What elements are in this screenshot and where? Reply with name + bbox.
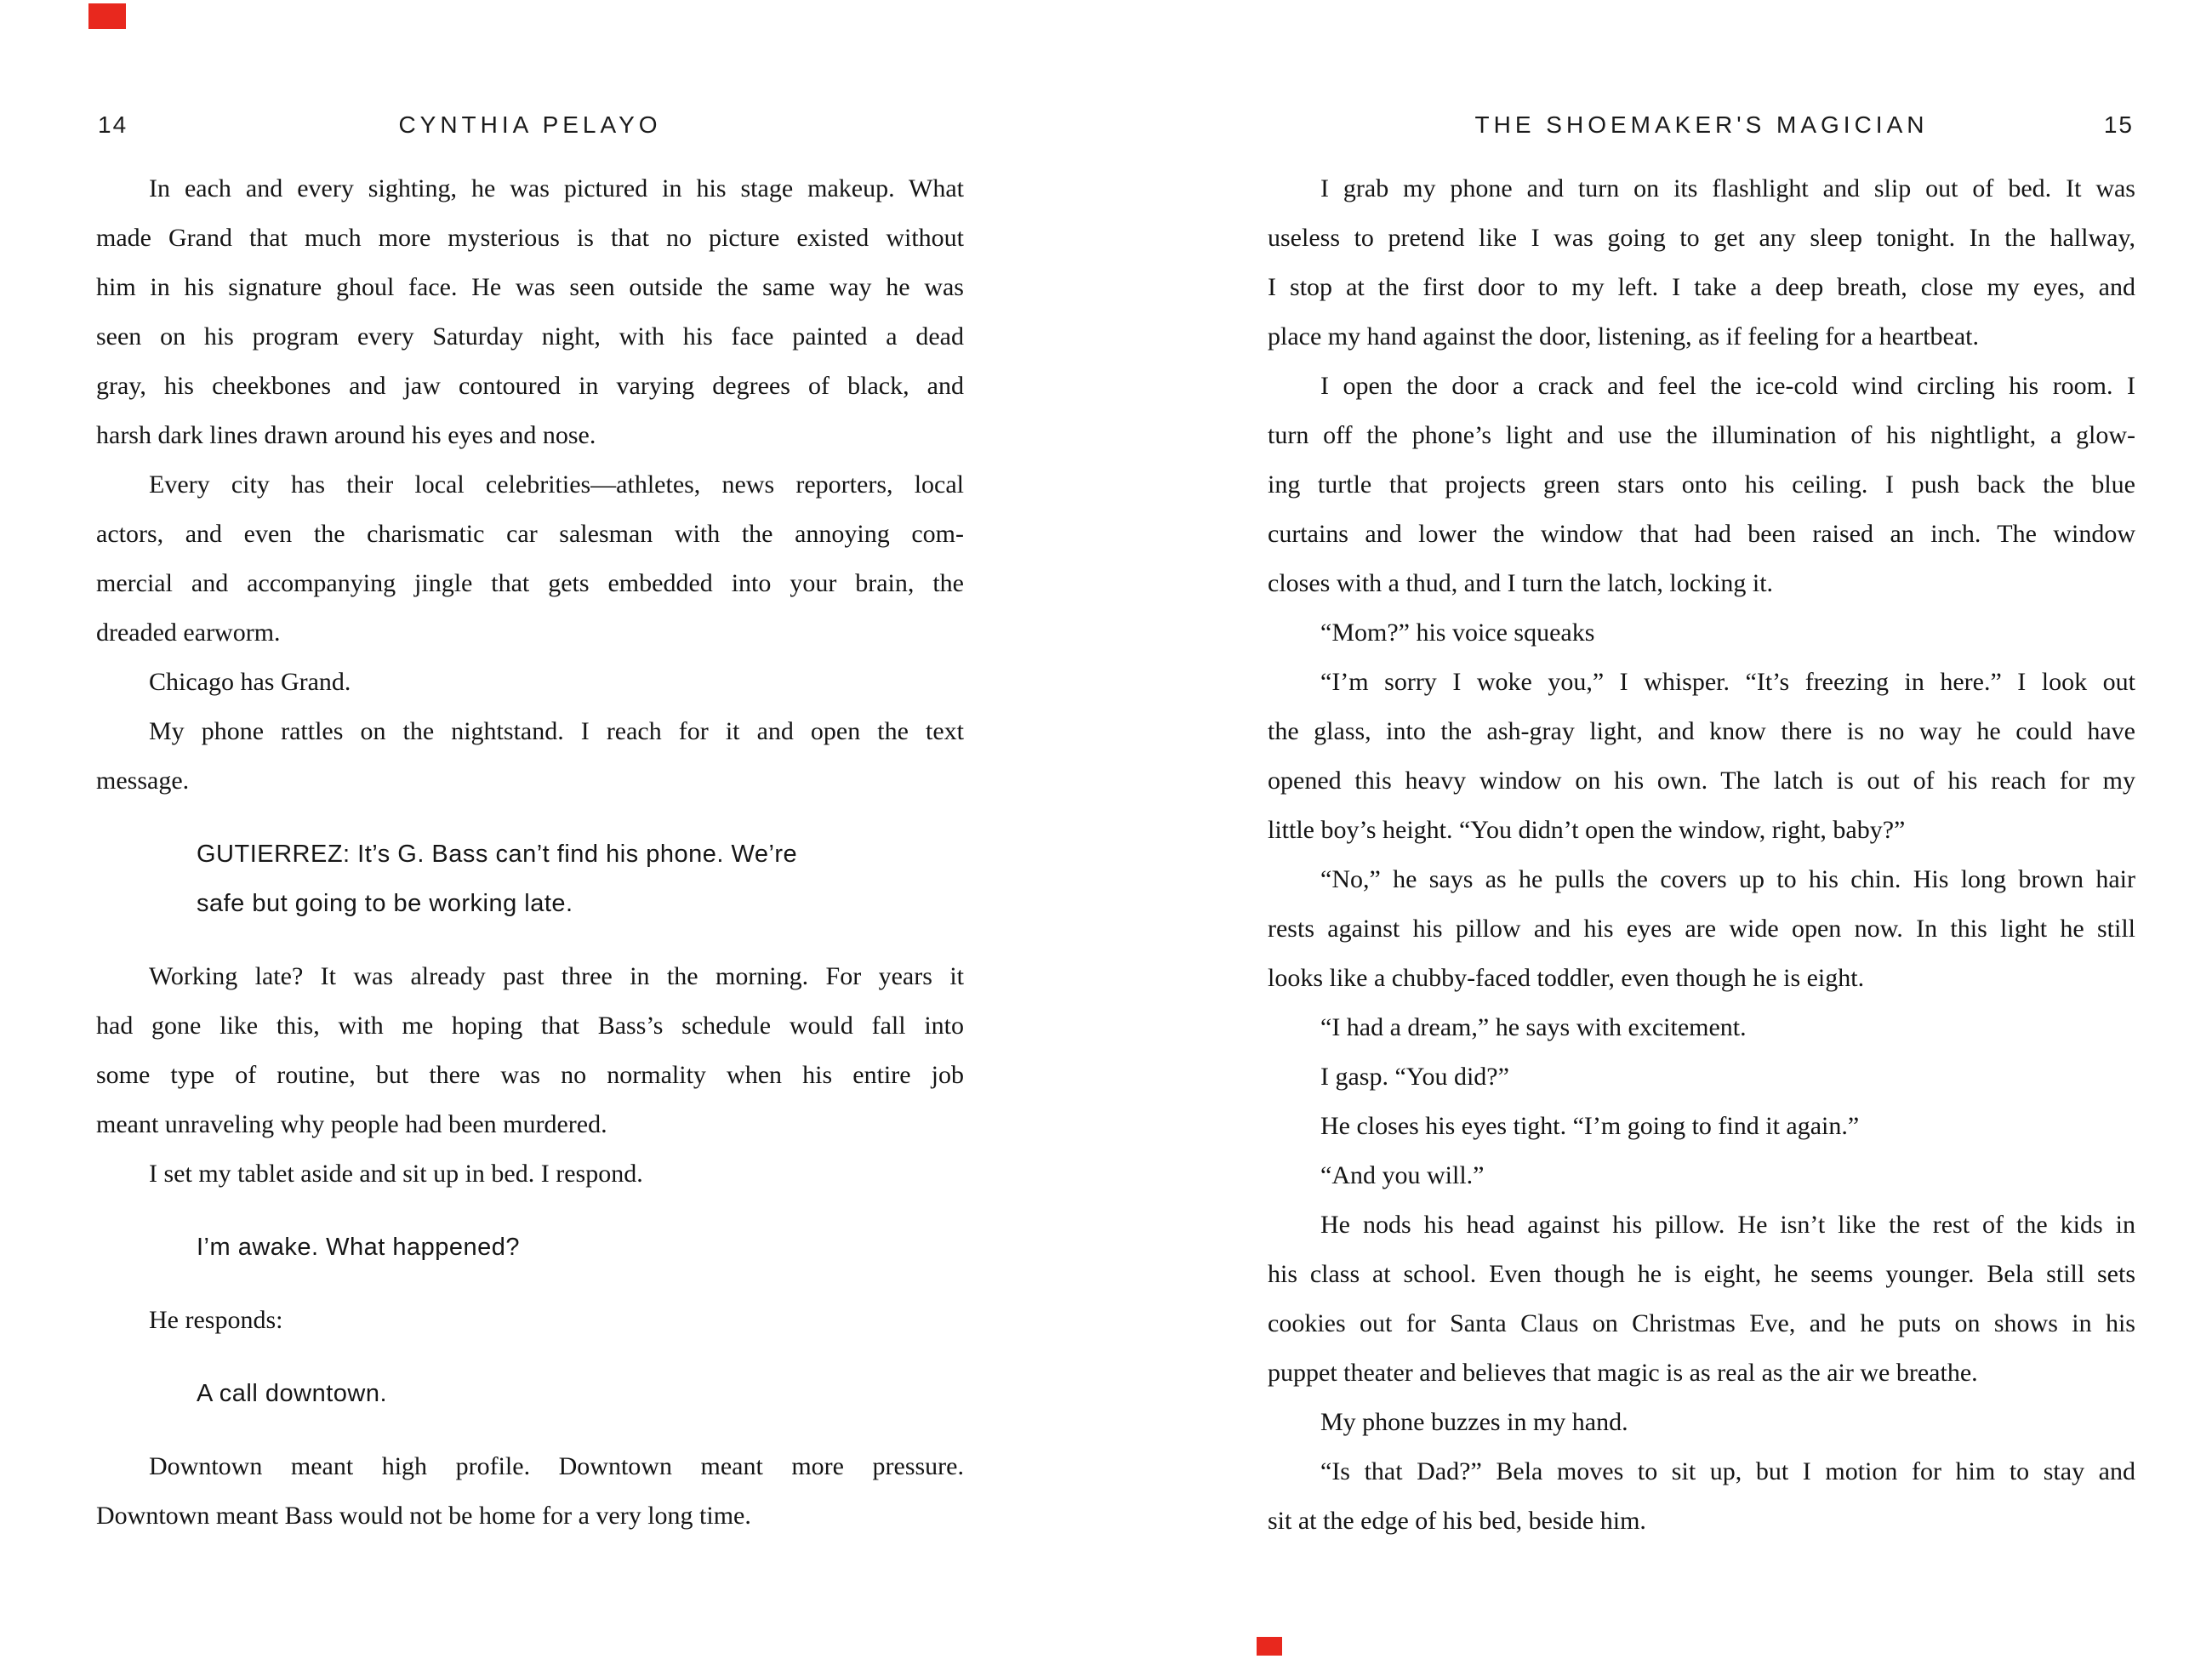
paragraph xyxy=(1268,1398,2135,1447)
text-line: puppet theater and believes that magic is as real as the air we breathe. xyxy=(1268,1359,1978,1387)
text-line: seen on his program every Saturday night, with his face painted a dead xyxy=(96,322,964,351)
text-line: A call downtown. xyxy=(197,1380,388,1407)
text-line: “And you will.” xyxy=(1320,1161,1485,1189)
text-line: him in his signature ghoul face. He was seen outside the same way he was xyxy=(96,273,964,301)
text-line: cookies out for Santa Claus on Christmas Eve, and he puts on shows in his xyxy=(1268,1309,2135,1337)
left-page-header xyxy=(96,109,964,141)
text-line: gray, his cheekbones and jaw contoured in varying degrees of black, and xyxy=(96,372,964,400)
right-page-header xyxy=(1268,109,2135,141)
paragraph xyxy=(96,164,964,460)
text-line: In each and every sighting, he was pictured in his stage makeup. What xyxy=(149,174,964,202)
text-line: actors, and even the charismatic car salesman with the annoying com- xyxy=(96,520,964,548)
text-line: Chicago has Grand. xyxy=(149,668,351,696)
text-line: My phone rattles on the nightstand. I reach for it and open the text xyxy=(149,717,964,745)
page-body xyxy=(1268,164,2135,1546)
text-line: mercial and accompanying jingle that gets embedded into your brain, the xyxy=(96,569,964,597)
text-line: meant unraveling why people had been murdered. xyxy=(96,1110,607,1138)
running-header: THE SHOEMAKER'S MAGICIAN xyxy=(1474,111,1929,138)
text-line: I stop at the first door to my left. I take a deep breath, close my eyes, and xyxy=(1268,273,2135,301)
text-line: “I had a dream,” he says with excitement. xyxy=(1320,1013,1747,1041)
text-line: opened this heavy window on his own. The latch is out of his reach for my xyxy=(1268,767,2135,795)
text-line: made Grand that much more mysterious is that no picture existed without xyxy=(96,224,964,252)
text-line: his class at school. Even though he is eight, he seems younger. Bela still sets xyxy=(1268,1260,2135,1288)
text-line: sit at the edge of his bed, beside him. xyxy=(1268,1507,1646,1535)
text-line: GUTIERREZ: It’s G. Bass can’t find his phone. We’re xyxy=(197,841,798,868)
text-line: useless to pretend like I was going to get any sleep tonight. In the hallway, xyxy=(1268,224,2135,252)
text-message-block xyxy=(197,1369,964,1418)
left-page xyxy=(96,109,964,1541)
text-line: looks like a chubby-faced toddler, even though he is eight. xyxy=(1268,964,1865,992)
text-line: safe but going to be working late. xyxy=(197,890,573,917)
text-line: ing turtle that projects green stars onto his ceiling. I push back the blue xyxy=(1268,470,2135,499)
text-line: harsh dark lines drawn around his eyes and nose. xyxy=(96,421,596,449)
paragraph xyxy=(1268,1151,2135,1200)
text-line: “Mom?” his voice squeaks xyxy=(1320,619,1595,647)
text-line: the glass, into the ash-gray light, and know there is no way he could have xyxy=(1268,717,2135,745)
text-line: curtains and lower the window that had been raised an inch. The window xyxy=(1268,520,2135,548)
paragraph xyxy=(1268,608,2135,658)
paragraph xyxy=(96,658,964,707)
text-line: rests against his pillow and his eyes are wide open now. In this light he still xyxy=(1268,915,2135,943)
text-line: “I’m sorry I woke you,” I whisper. “It’s freezing in here.” I look out xyxy=(1320,668,2135,696)
paragraph xyxy=(96,460,964,658)
text-line: “Is that Dad?” Bela moves to sit up, but I motion for him to stay and xyxy=(1320,1457,2135,1485)
text-line: place my hand against the door, listening, as if feeling for a heartbeat. xyxy=(1268,322,1980,351)
text-line: I open the door a crack and feel the ice-cold wind circling his room. I xyxy=(1320,372,2135,400)
text-line: I set my tablet aside and sit up in bed. I respond. xyxy=(149,1160,643,1188)
text-line: dreaded earworm. xyxy=(96,619,281,647)
paragraph xyxy=(96,952,964,1149)
text-line: Downtown meant high profile. Downtown meant more pressure. xyxy=(149,1452,964,1480)
text-line: “No,” he says as he pulls the covers up to his chin. His long brown hair xyxy=(1320,865,2135,893)
paragraph xyxy=(1268,1102,2135,1151)
text-line: Downtown meant Bass would not be home for a very long time. xyxy=(96,1502,751,1530)
text-line: had gone like this, with me hoping that Bass’s schedule would fall into xyxy=(96,1012,964,1040)
right-page xyxy=(1268,109,2135,1546)
red-scan-marker-bottom xyxy=(1257,1637,1282,1656)
page-body xyxy=(96,164,964,1541)
paragraph xyxy=(1268,658,2135,855)
text-line: turn off the phone’s light and use the illumination of his nightlight, a glow- xyxy=(1268,421,2135,449)
paragraph xyxy=(96,707,964,806)
paragraph xyxy=(1268,1003,2135,1052)
text-line: He responds: xyxy=(149,1306,283,1334)
text-message-block xyxy=(197,830,964,928)
paragraph xyxy=(1268,1200,2135,1398)
paragraph xyxy=(1268,1052,2135,1102)
text-line: I’m awake. What happened? xyxy=(197,1234,521,1261)
text-line: I grab my phone and turn on its flashlight and slip out of bed. It was xyxy=(1320,174,2135,202)
text-line: I gasp. “You did?” xyxy=(1320,1063,1509,1091)
text-line: closes with a thud, and I turn the latch, locking it. xyxy=(1268,569,1774,597)
red-scan-marker-top xyxy=(88,3,126,29)
paragraph xyxy=(1268,164,2135,362)
paragraph xyxy=(1268,855,2135,1003)
text-line: message. xyxy=(96,767,190,795)
text-line: little boy’s height. “You didn’t open the window, right, baby?” xyxy=(1268,816,1906,844)
paragraph xyxy=(1268,362,2135,608)
text-line: some type of routine, but there was no normality when his entire job xyxy=(96,1061,964,1089)
paragraph xyxy=(96,1296,964,1345)
page-number: 15 xyxy=(2103,111,2134,138)
paragraph xyxy=(96,1442,964,1541)
text-message-block xyxy=(197,1223,964,1272)
text-line: My phone buzzes in my hand. xyxy=(1320,1408,1628,1436)
page-number: 14 xyxy=(98,111,128,138)
text-line: Working late? It was already past three in the morning. For years it xyxy=(149,962,964,990)
text-line: Every city has their local celebrities—athletes, news reporters, local xyxy=(149,470,964,499)
text-line: He nods his head against his pillow. He isn’t like the rest of the kids in xyxy=(1320,1211,2135,1239)
paragraph xyxy=(1268,1447,2135,1546)
paragraph xyxy=(96,1149,964,1199)
running-header: CYNTHIA PELAYO xyxy=(398,111,662,138)
text-line: He closes his eyes tight. “I’m going to find it again.” xyxy=(1320,1112,1860,1140)
